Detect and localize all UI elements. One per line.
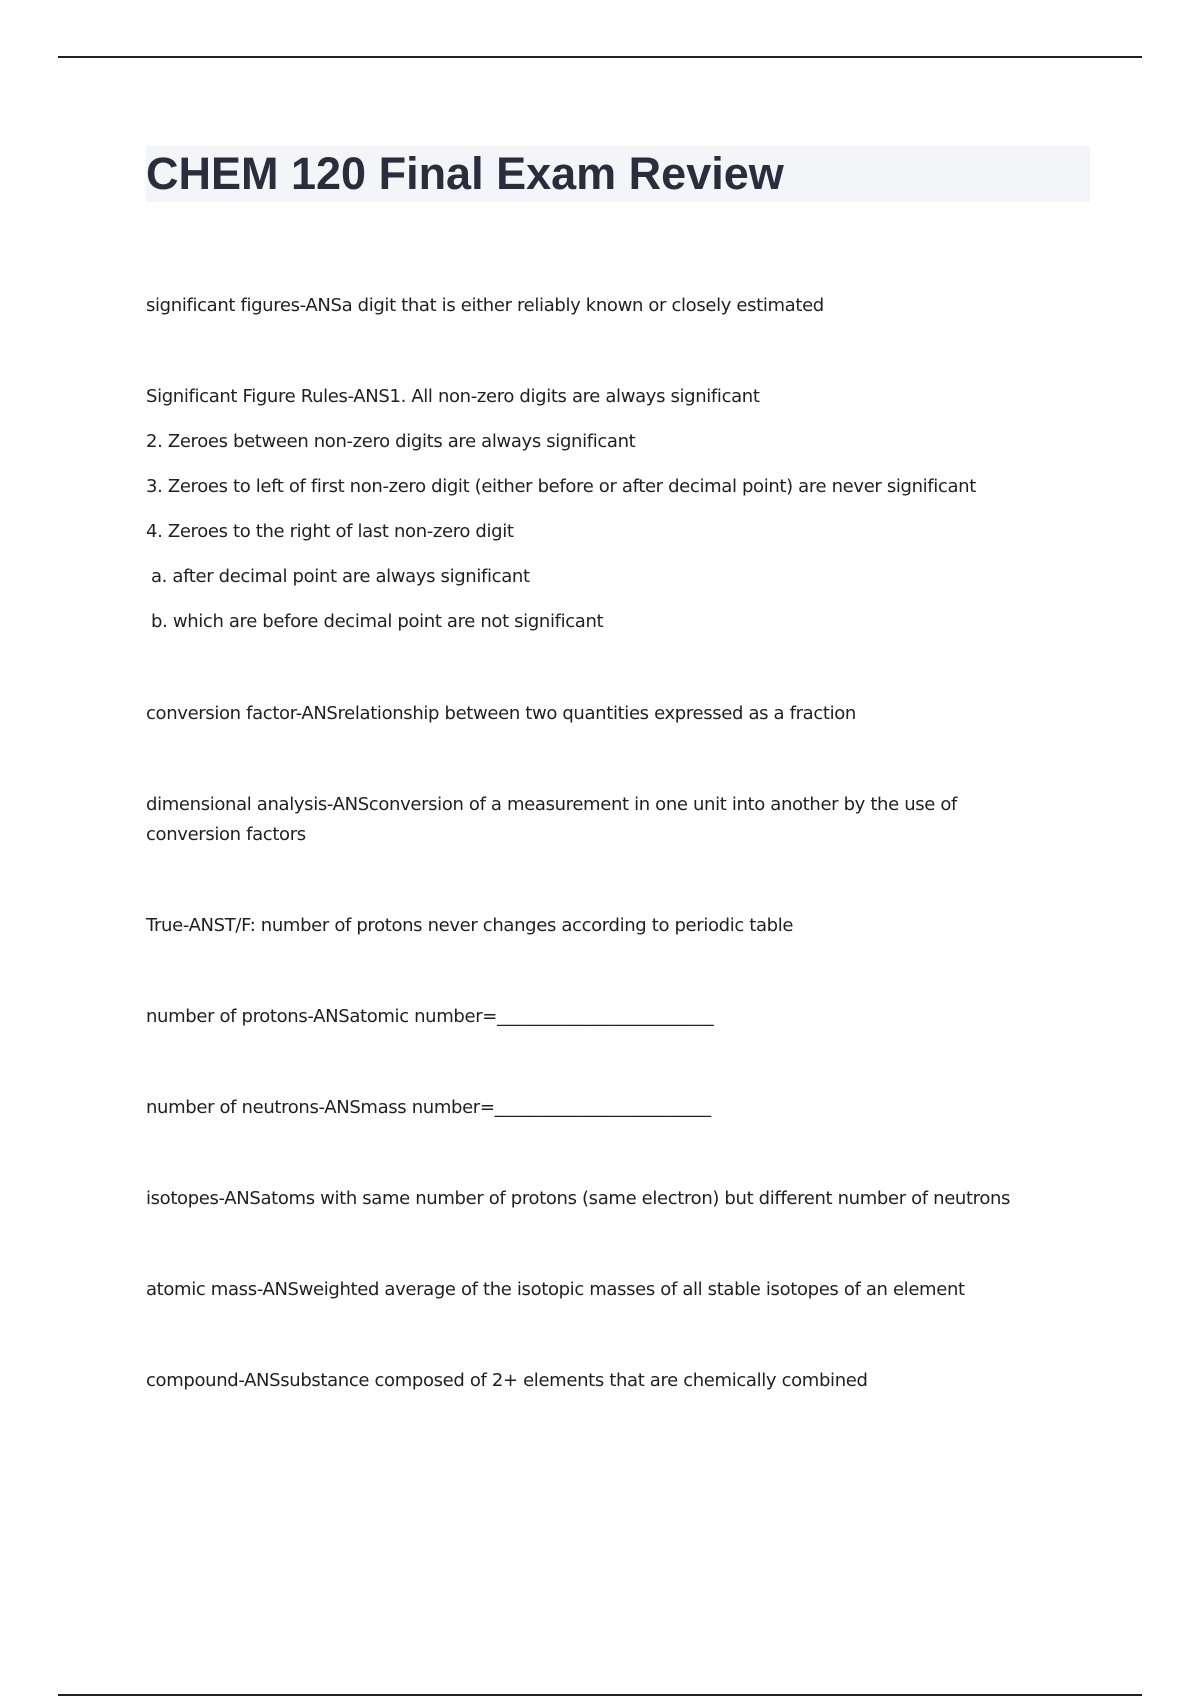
entry-line [146, 1275, 1090, 1305]
entry-answer: substance composed of 2+ elements that are chemically combined [280, 1370, 868, 1391]
entry-term: True [146, 915, 183, 936]
entry-line [146, 1002, 1090, 1032]
rule-line-3: 3. Zeroes to left of first non-zero digit (either before or after decimal point) are never significant [146, 476, 976, 497]
rule-line-4: 4. Zeroes to the right of last non-zero digit [146, 521, 514, 542]
entry-line [146, 1093, 1090, 1123]
entry-line [146, 790, 1090, 820]
entry-term: Significant Figure Rules [146, 386, 348, 407]
entry-term: compound [146, 1370, 239, 1391]
entry-separator: -ANS [256, 1279, 299, 1300]
entry-separator: -ANS [218, 1188, 261, 1209]
entry-term: isotopes [146, 1188, 219, 1209]
rule-line-2: 2. Zeroes between non-zero digits are always significant [146, 431, 636, 452]
entry-term: significant figures [146, 295, 300, 316]
entry-separator: -ANS [318, 1097, 361, 1118]
qa-entry-significant-figures [146, 291, 1090, 321]
entry-separator: -ANS [299, 295, 342, 316]
qa-entry-significant-figure-rules [146, 382, 1090, 637]
entry-answer: a digit that is either reliably known or closely estimated [341, 295, 824, 316]
entry-term: conversion factor [146, 703, 296, 724]
qa-entry-number-of-protons [146, 1002, 1090, 1032]
qa-entry-true-false [146, 911, 1090, 941]
entry-continuation: conversion factors [146, 824, 306, 845]
entry-answer: atoms with same number of protons (same electron) but different number of neutrons [260, 1188, 1011, 1209]
qa-entry-atomic-mass [146, 1275, 1090, 1305]
top-rule [58, 56, 1142, 58]
rule-line-4a: a. after decimal point are always significant [151, 566, 530, 587]
entry-answer: conversion of a measurement in one unit into another by the use of [368, 794, 958, 815]
qa-entry-conversion-factor [146, 699, 1090, 729]
page-title: CHEM 120 Final Exam Review [146, 148, 784, 199]
qa-entry-number-of-neutrons [146, 1093, 1090, 1123]
bottom-rule [58, 1694, 1142, 1696]
entry-separator: -ANS [295, 703, 338, 724]
entry-separator: -ANS [347, 386, 390, 407]
entry-line [146, 291, 1090, 321]
qa-entry-compound [146, 1366, 1090, 1396]
entry-term: atomic mass [146, 1279, 257, 1300]
entry-line [146, 1184, 1090, 1214]
entry-answer: relationship between two quantities expressed as a fraction [337, 703, 856, 724]
entry-line [146, 911, 1090, 941]
entry-answer: weighted average of the isotopic masses of all stable isotopes of an element [298, 1279, 965, 1300]
entry-term: dimensional analysis [146, 794, 327, 815]
entry-separator: -ANS [307, 1006, 350, 1027]
entry-line [146, 382, 1090, 412]
entry-answer: atomic number=_________________________ [349, 1006, 714, 1027]
entry-term: number of protons [146, 1006, 308, 1027]
rule-line-4b: b. which are before decimal point are not significant [151, 611, 604, 632]
entry-answer: T/F: number of protons never changes according to periodic table [224, 915, 794, 936]
entry-term: number of neutrons [146, 1097, 319, 1118]
entry-answer: mass number=_________________________ [360, 1097, 711, 1118]
entry-separator: -ANS [182, 915, 225, 936]
entry-line [146, 699, 1090, 729]
entry-line [146, 1366, 1090, 1396]
entry-answer: 1. All non-zero digits are always significant [389, 386, 760, 407]
entry-separator: -ANS [326, 794, 369, 815]
entry-separator: -ANS [238, 1370, 281, 1391]
qa-entry-dimensional-analysis [146, 790, 1090, 850]
qa-entry-isotopes [146, 1184, 1090, 1214]
